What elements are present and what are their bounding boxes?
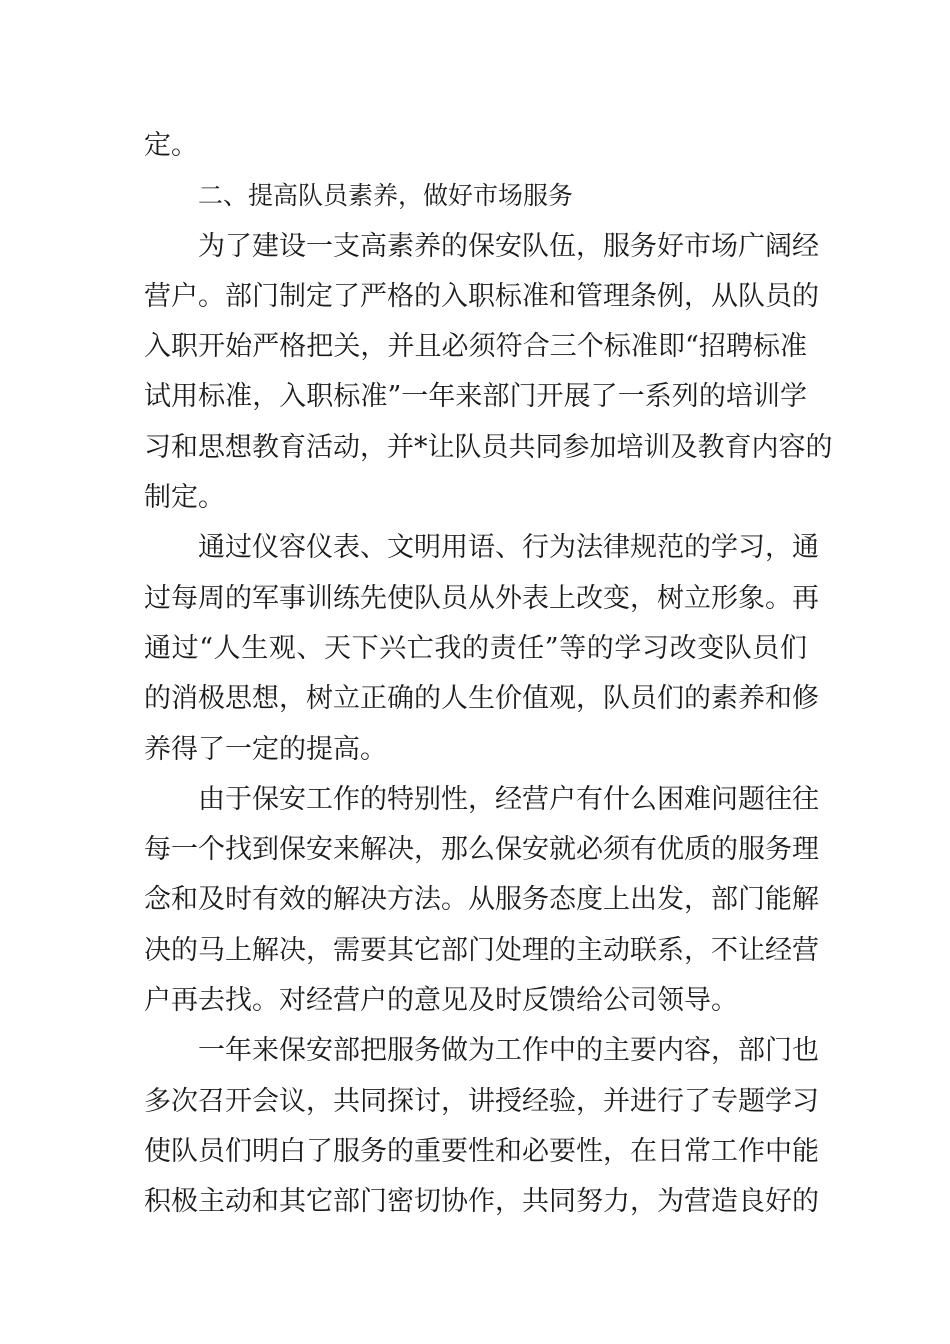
text-line: 营户。部门制定了严格的入职标准和管理条例，从队员的 [144,280,819,312]
text-line: 的消极思想，树立正确的人生价值观，队员们的素养和修 [144,683,819,715]
text-line: 试用标准，入职标准”一年来部门开展了一系列的培训学 [144,381,807,413]
text-line: 使队员们明白了服务的重要性和必要性，在日常工作中能 [144,1135,819,1167]
text-line: 由于保安工作的特别性，经营户有什么困难问题往往 [198,783,819,815]
text-line: 通过仪容仪表、文明用语、行为法律规范的学习，通 [198,532,819,564]
text-line: 每一个找到保安来解决，那么保安就必须有优质的服务理 [144,834,819,866]
text-line: 制定。 [144,482,225,514]
text-line: 决的马上解决，需要其它部门处理的主动联系，不让经营 [144,934,819,966]
text-line: 通过“人生观、天下兴亡我的责任”等的学习改变队员们 [144,632,807,664]
text-line: 为了建设一支高素养的保安队伍，服务好市场广阔经 [198,230,819,262]
text-line: 定。 [144,130,198,161]
section-heading: 二、提高队员素养，做好市场服务 [198,181,574,211]
text-line: 多次召开会议，共同探讨，讲授经验，并进行了专题学习 [144,1085,819,1117]
text-line: 一年来保安部把服务做为工作中的主要内容，部门也 [198,1035,819,1067]
text-line: 过每周的军事训练先使队员从外表上改变，树立形象。再 [144,582,819,614]
text-line: 户再去找。对经营户的意见及时反馈给公司领导。 [144,985,738,1017]
text-line: 积极主动和其它部门密切协作，共同努力，为营造良好的 [144,1186,819,1218]
text-line: 念和及时有效的解决方法。从服务态度上出发，部门能解 [144,884,819,916]
text-line: 习和思想教育活动，并*让队员共同参加培训及教育内容的 [144,431,833,463]
document-body [144,121,833,1228]
text-line: 养得了一定的提高。 [144,733,387,765]
text-line: 入职开始严格把关，并且必须符合三个标准即“招聘标准 [144,331,807,363]
